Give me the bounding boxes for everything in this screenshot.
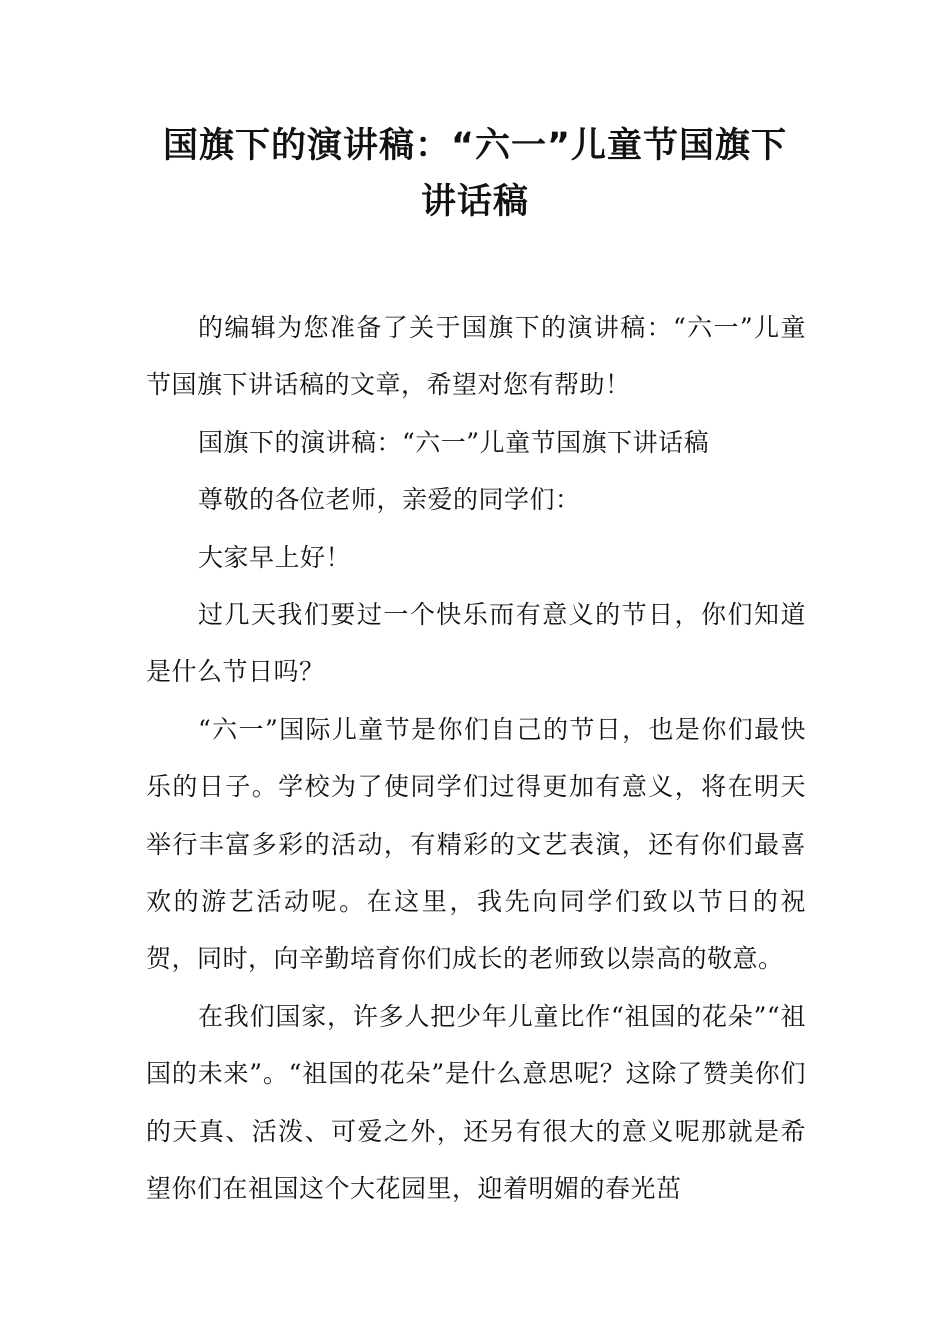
paragraph: 过几天我们要过一个快乐而有意义的节日，你们知道是什么节日吗？ bbox=[146, 600, 806, 687]
paragraph: 在我们国家，许多人把少年儿童比作“祖国的花朵”“祖国的未来”。“祖国的花朵”是什么意思呢？这除了赞美你们的天真、活泼、可爱之外，还另有很大的意义呢那就是希望你们在祖国这个大花园里，迎着明媚的春光茁 bbox=[146, 1001, 806, 1204]
title-line-1: 国旗下的演讲稿：“六一”儿童节国旗下 bbox=[162, 126, 787, 166]
paragraph: “六一”国际儿童节是你们自己的节日，也是你们最快乐的日子。学校为了使同学们过得更加有意义，将在明天举行丰富多彩的活动，有精彩的文艺表演，还有你们最喜欢的游艺活动呢。在这里，我先向同学们致以节日的祝贺，同时，向辛勤培育你们成长的老师致以崇高的敬意。 bbox=[146, 714, 806, 974]
paragraph-greeting: 大家早上好！ bbox=[198, 542, 352, 572]
title-line-2: 讲话稿 bbox=[420, 182, 529, 222]
paragraph-salutation: 尊敬的各位老师，亲爱的同学们： bbox=[198, 485, 581, 515]
paragraph-subtitle: 国旗下的演讲稿：“六一”儿童节国旗下讲话稿 bbox=[198, 427, 710, 457]
document-title bbox=[140, 118, 810, 230]
document-body bbox=[146, 299, 806, 1218]
paragraph-intro: 的编辑为您准备了关于国旗下的演讲稿：“六一”儿童节国旗下讲话稿的文章，希望对您有帮助！ bbox=[146, 313, 806, 400]
